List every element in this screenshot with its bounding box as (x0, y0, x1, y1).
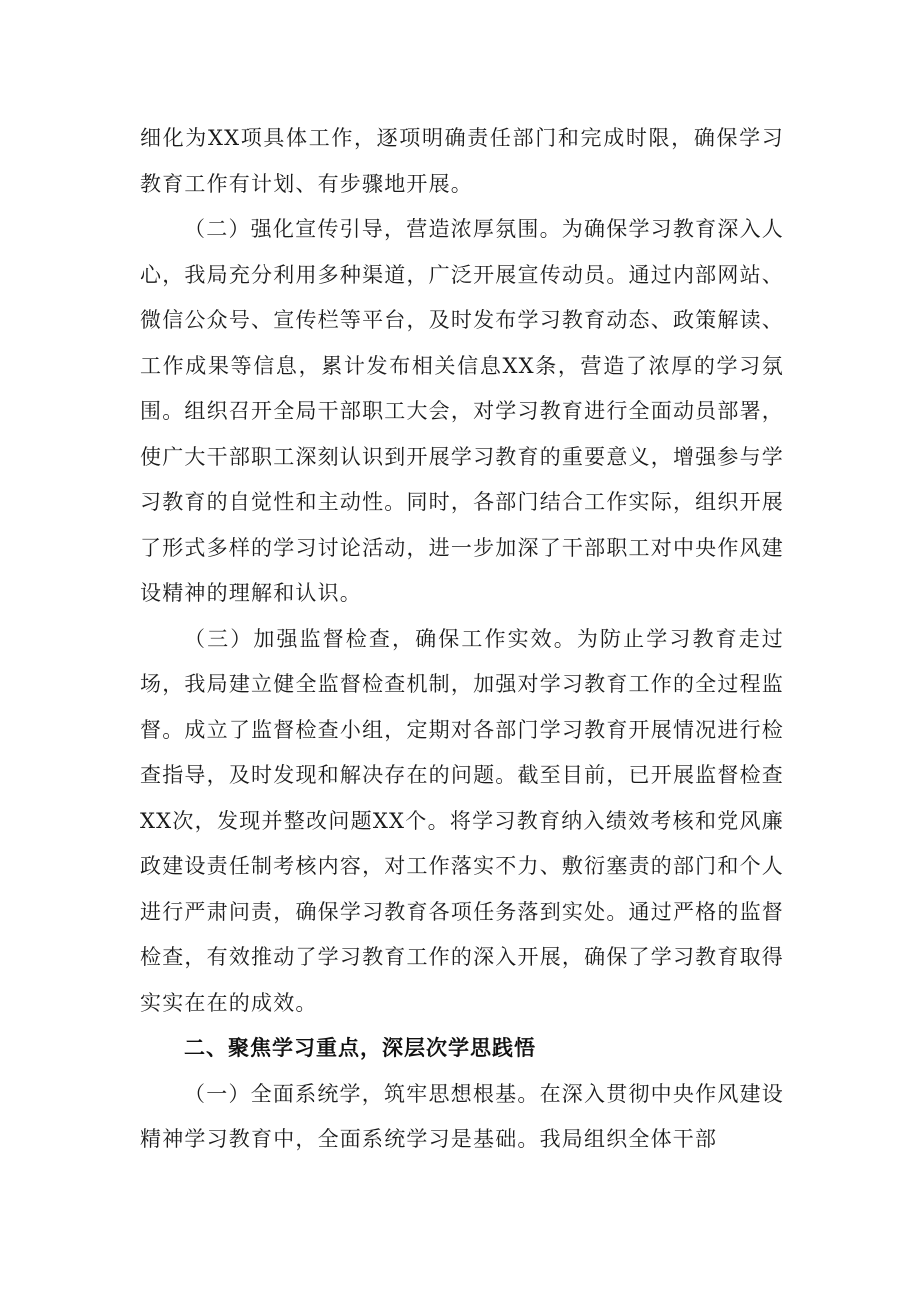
paragraph-supervision: （三）加强监督检查，确保工作实效。为防止学习教育走过场，我局建立健全监督检查机制，加强对学习教育工作的全过程监督。成立了监督检查小组，定期对各部门学习教育开展情况进行检查指导，及时发现和解决存在的问题。截至目前，已开展监督检查XX次，发现并整改问题XX个。将学习教育纳入绩效考核和党风廉政建设责任制考核内容，对工作落实不力、敷衍塞责的部门和个人进行严肃问责，确保学习教育各项任务落到实处。通过严格的监督检查，有效推动了学习教育工作的深入开展，确保了学习教育取得实实在在的成效。 (140, 626, 784, 1015)
paragraph-publicity: （二）强化宣传引导，营造浓厚氛围。为确保学习教育深入人心，我局充分利用多种渠道，广泛开展宣传动员。通过内部网站、微信公众号、宣传栏等平台，及时发布学习教育动态、政策解读、工作成果等信息，累计发布相关信息XX条，营造了浓厚的学习氛围。组织召开全局干部职工大会，对学习教育进行全面动员部署，使广大干部职工深刻认识到开展学习教育的重要意义，增强参与学习教育的自觉性和主动性。同时，各部门结合工作实际，组织开展了形式多样的学习讨论活动，进一步加深了干部职工对中央作风建设精神的理解和认识。 (140, 217, 784, 605)
section-heading: 二、聚焦学习重点，深层次学思践悟 (184, 1036, 536, 1060)
document-body (140, 116, 784, 1163)
paragraph-continuation: 细化为XX项具体工作，逐项明确责任部门和完成时限，确保学习教育工作有计划、有步骤地开展。 (140, 126, 784, 196)
paragraph-systematic-study: （一）全面系统学，筑牢思想根基。在深入贯彻中央作风建设精神学习教育中，全面系统学习是基础。我局组织全体干部 (140, 1081, 784, 1151)
